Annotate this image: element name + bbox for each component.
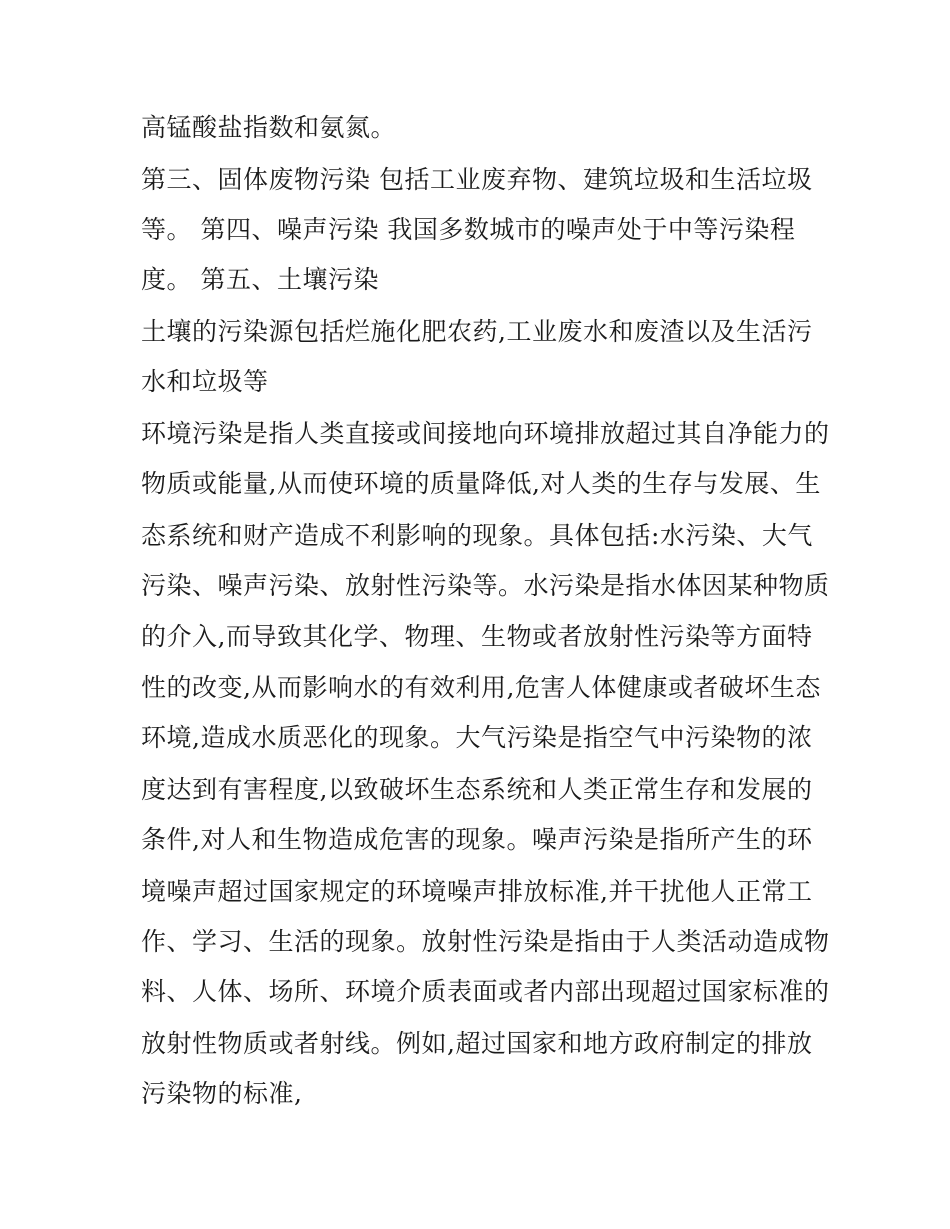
text-line: 土壤的污染源包括烂施化肥农药,工业废水和废渣以及生活污 [141,317,813,346]
text-line: 态系统和财产造成不利影响的现象。具体包括:水污染、大气 [141,521,813,550]
text-line: 条件,对人和生物造成危害的现象。噪声污染是指所产生的环 [141,825,813,854]
text-line: 放射性物质或者射线。例如,超过国家和地方政府制定的排放 [141,1029,813,1058]
text-line: 性的改变,从而影响水的有效利用,危害人体健康或者破坏生态 [141,673,821,702]
text-line: 环境,造成水质恶化的现象。大气污染是指空气中污染物的浓 [141,723,813,752]
text-line: 作、学习、生活的现象。放射性污染是指由于人类活动造成物 [141,927,830,956]
text-line: 的介入,而导致其化学、物理、生物或者放射性污染等方面特 [141,622,813,651]
text-line: 第三、固体废物污染 包括工业废弃物、建筑垃圾和生活垃圾 [141,165,813,194]
text-line: 高锰酸盐指数和氨氮。 [141,113,397,142]
text-line: 环境污染是指人类直接或间接地向环境排放超过其自净能力的 [141,419,830,448]
text-line: 等。 第四、噪声污染 我国多数城市的噪声处于中等污染程 [141,215,796,244]
text-line: 境噪声超过国家规定的环境噪声排放标准,并干扰他人正常工 [141,877,813,906]
text-line: 物质或能量,从而使环境的质量降低,对人类的生存与发展、生 [141,469,821,498]
text-line: 度达到有害程度,以致破坏生态系统和人类正常生存和发展的 [141,775,813,804]
text-line: 污染物的标准, [141,1079,303,1108]
text-line: 水和垃圾等 [141,367,269,396]
text-line: 污染、噪声污染、放射性污染等。水污染是指水体因某种物质 [141,571,830,600]
text-line: 料、人体、场所、环境介质表面或者内部出现超过国家标准的 [141,977,830,1006]
text-line: 度。 第五、土壤污染 [141,265,379,294]
